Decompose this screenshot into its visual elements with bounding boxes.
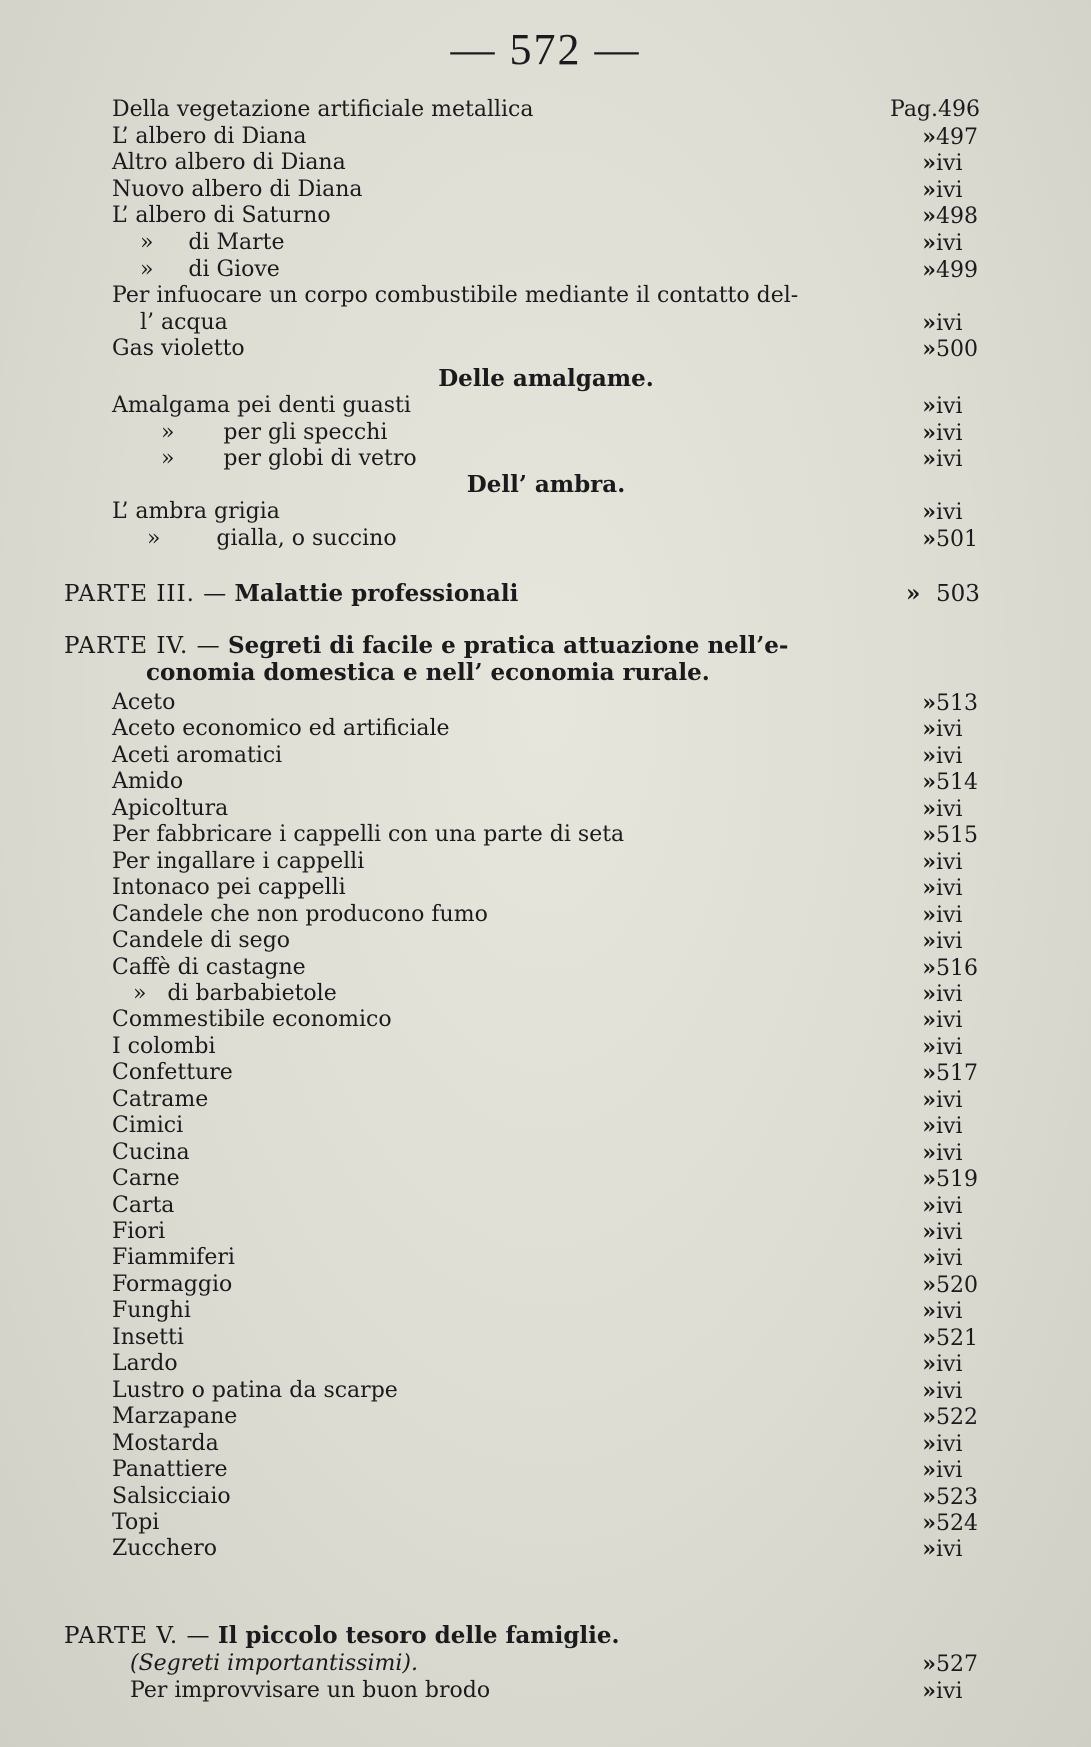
entry-page-ref — [906, 335, 980, 364]
section-heading: Delle amalgame. — [438, 365, 654, 392]
entry-page-ref — [906, 1112, 980, 1141]
entry-page-number: 515 — [936, 823, 978, 849]
toc-entry — [112, 1456, 980, 1484]
ditto-mark: » — [906, 580, 921, 607]
toc-entry — [112, 335, 980, 363]
toc-entry — [112, 1324, 980, 1352]
entry-page-number: ivi — [936, 929, 963, 955]
toc-entry — [112, 176, 980, 204]
entry-title: » di Marte — [112, 230, 285, 255]
entry-title: Per infuocare un corpo combustibile mediante il contatto del- — [112, 283, 799, 309]
entry-page-number: 519 — [936, 1167, 978, 1193]
entry-title: Amalgama pei denti guasti — [112, 393, 411, 418]
part-heading — [64, 580, 980, 608]
ditto-mark: » — [922, 446, 936, 473]
ditto-mark: » — [922, 901, 936, 928]
toc-entry — [112, 1297, 980, 1325]
entry-page-number: 521 — [936, 1325, 978, 1351]
entry-page-ref — [906, 927, 980, 956]
entry-title: Lustro o patina da scarpe — [112, 1377, 398, 1403]
entry-page-number: ivi — [936, 1220, 963, 1245]
entry-page-ref — [906, 980, 980, 1009]
ditto-mark: » — [922, 928, 936, 955]
entry-page-ref — [906, 1430, 980, 1459]
entry-page-number: 503 — [936, 581, 980, 607]
ditto-mark: » — [922, 822, 936, 849]
ditto-mark: » — [922, 336, 936, 363]
entry-page-number: 516 — [936, 955, 978, 981]
ditto-mark: » — [922, 1509, 936, 1536]
ditto-mark: » — [922, 1298, 936, 1325]
toc-entry — [112, 202, 980, 230]
part-number: PARTE V. — — [64, 1623, 211, 1649]
entry-page-ref — [906, 901, 980, 930]
entry-page-ref — [906, 1403, 980, 1432]
part-heading — [64, 1622, 980, 1650]
entry-title: » per globi di vetro — [112, 446, 417, 472]
part-number: PARTE IV. — — [64, 633, 221, 659]
ditto-mark: » — [922, 1139, 936, 1166]
ditto-mark: » — [922, 1536, 936, 1563]
entry-title: Fiammiferi — [112, 1245, 235, 1271]
ditto-mark: » — [922, 419, 936, 446]
ditto-mark: » — [922, 230, 936, 256]
ditto-mark: » — [922, 1192, 936, 1219]
entry-page-ref — [906, 821, 980, 850]
entry-page-ref — [860, 96, 980, 124]
entry-title: Panattiere — [112, 1457, 228, 1483]
entry-page-number: ivi — [936, 796, 963, 822]
ditto-mark: » — [922, 1324, 936, 1351]
part-heading — [64, 632, 980, 660]
entry-title: Carne — [112, 1166, 180, 1192]
entry-page-ref — [906, 123, 980, 152]
entry-page-number: ivi — [936, 1008, 963, 1034]
entry-title: Zucchero — [112, 1536, 218, 1562]
entry-page-number: ivi — [936, 1140, 963, 1166]
entry-page-number: ivi — [936, 849, 963, 875]
entry-title: » gialla, o succino — [112, 525, 397, 551]
entry-page-ref — [906, 1139, 980, 1168]
entry-page-ref — [906, 1244, 980, 1273]
entry-page-number: ivi — [936, 1679, 963, 1704]
entry-page-number: ivi — [936, 1193, 963, 1219]
toc-entry — [112, 498, 980, 526]
entry-page-number: ivi — [936, 1431, 963, 1457]
entry-title: Insetti — [112, 1324, 184, 1350]
ditto-mark: » — [922, 795, 936, 822]
part-title-continued: conomia domestica e nell’ economia rurale. — [146, 659, 710, 686]
entry-page-ref — [906, 689, 980, 718]
toc-entry — [112, 1086, 980, 1114]
entry-page-number: 514 — [936, 770, 978, 796]
entry-page-number: ivi — [936, 1087, 963, 1113]
toc-entry — [112, 149, 980, 177]
ditto-mark: » — [922, 1271, 936, 1298]
toc-entry — [112, 1006, 980, 1034]
toc-entry — [112, 123, 980, 151]
toc-entry — [112, 1483, 980, 1511]
ditto-mark: » — [922, 690, 936, 716]
entry-page-number: 513 — [936, 691, 978, 716]
entry-page-ref — [906, 1006, 980, 1035]
entry-page-ref — [906, 176, 980, 205]
entry-title: Salsicciaio — [112, 1483, 231, 1509]
entry-page-ref — [906, 498, 980, 527]
entry-page-ref — [906, 525, 980, 554]
entry-title: Intonaco pei cappelli — [112, 875, 346, 901]
toc-entry — [112, 309, 980, 337]
entry-page-ref — [906, 1086, 980, 1115]
entry-page-number: ivi — [936, 876, 963, 902]
entry-title: Cimici — [112, 1113, 184, 1139]
ditto-mark: » — [922, 954, 936, 981]
toc-entry — [112, 954, 980, 982]
entry-page-number: 500 — [936, 337, 978, 363]
ditto-mark: » — [922, 1351, 936, 1378]
ditto-mark: » — [922, 393, 936, 419]
entry-page-ref — [906, 1192, 980, 1221]
toc-entry — [112, 392, 980, 420]
toc-entry — [130, 1650, 980, 1678]
entry-page-ref — [906, 1483, 980, 1512]
entry-page-number: ivi — [936, 1378, 963, 1404]
entry-page-number: 498 — [936, 204, 978, 230]
entry-page-number: ivi — [936, 1352, 963, 1378]
entry-title: Mostarda — [112, 1430, 219, 1456]
entry-page-number: ivi — [936, 743, 963, 769]
entry-page-ref — [906, 1218, 980, 1247]
entry-page-ref — [906, 1535, 980, 1564]
entry-page-number: ivi — [936, 1299, 963, 1325]
entry-title: Catrame — [112, 1086, 209, 1112]
ditto-mark: » — [922, 716, 936, 743]
entry-title: Carta — [112, 1192, 175, 1218]
entry-title: Altro albero di Diana — [112, 150, 346, 176]
toc-entry — [112, 445, 980, 473]
entry-page-ref — [906, 1677, 980, 1706]
section-heading: Dell’ ambra. — [466, 471, 626, 498]
ditto-mark: » — [922, 848, 936, 875]
entry-page-ref — [906, 1350, 980, 1379]
toc-entry — [112, 901, 980, 929]
toc-entry — [112, 742, 980, 770]
entry-page-ref — [906, 954, 980, 983]
toc-entry — [112, 1165, 980, 1193]
part-title: Malattie professionali — [234, 580, 519, 607]
entry-page-ref — [906, 229, 980, 258]
entry-page-ref — [906, 309, 980, 338]
entry-page-number: ivi — [936, 902, 963, 928]
ditto-mark: » — [922, 1113, 936, 1140]
ditto-mark: » — [922, 309, 936, 336]
ditto-mark: » — [922, 1651, 936, 1677]
entry-page-number: ivi — [936, 177, 963, 203]
entry-title: Cucina — [112, 1139, 190, 1165]
entry-title: Gas violetto — [112, 336, 245, 362]
entry-page-number: ivi — [936, 1114, 963, 1140]
toc-entry — [112, 1218, 980, 1246]
ditto-mark: » — [922, 525, 936, 552]
part-title: Segreti di facile e pratica attuazione nell’e- — [227, 632, 789, 659]
entry-title: I colombi — [112, 1033, 216, 1059]
ditto-mark: » — [922, 150, 936, 177]
entry-page-number: ivi — [936, 1246, 963, 1272]
toc-entry — [112, 1430, 980, 1458]
toc-entry — [112, 715, 980, 743]
entry-title: L’ ambra grigia — [112, 499, 280, 524]
entry-page-number: ivi — [936, 1458, 963, 1484]
entry-page-number: 524 — [936, 1510, 978, 1536]
entry-title: l’ acqua — [112, 309, 228, 335]
toc-entry — [112, 874, 980, 902]
toc-entry — [112, 927, 980, 955]
ditto-mark: » — [922, 1245, 936, 1272]
entry-page-number: Pag.496 — [890, 97, 980, 122]
entry-page-number: ivi — [936, 500, 963, 525]
entry-title: » di barbabietole — [112, 980, 337, 1006]
toc-entry — [112, 229, 980, 257]
ditto-mark: » — [922, 499, 936, 525]
entry-title: Formaggio — [112, 1271, 233, 1297]
entry-title: » di Giove — [112, 256, 280, 282]
entry-title: Topi — [112, 1509, 160, 1535]
toc-entry — [112, 1271, 980, 1299]
entry-page-number: ivi — [936, 1034, 963, 1060]
toc-entry — [112, 980, 980, 1008]
entry-title: Candele di sego — [112, 928, 291, 954]
entry-page-ref — [906, 742, 980, 771]
toc-entry — [112, 1112, 980, 1140]
toc-entry — [112, 256, 980, 284]
entry-page-ref — [906, 1059, 980, 1088]
entry-page-ref — [906, 256, 980, 285]
entry-title: Amido — [112, 769, 184, 795]
entry-title: Per ingallare i cappelli — [112, 848, 365, 874]
entry-title: Apicoltura — [112, 795, 229, 821]
entry-page-ref — [906, 1509, 980, 1538]
toc-entry — [112, 848, 980, 876]
entry-page-number: ivi — [936, 447, 963, 473]
entry-title: Funghi — [112, 1298, 191, 1324]
entry-page-ref — [906, 715, 980, 744]
entry-page-number: 517 — [936, 1061, 978, 1087]
entry-title: Commestibile economico — [112, 1007, 392, 1033]
ditto-mark: » — [922, 203, 936, 230]
entry-page-number: 497 — [936, 124, 978, 150]
entry-page-ref — [906, 848, 980, 877]
toc-entry — [112, 821, 980, 849]
ditto-mark: » — [922, 1166, 936, 1193]
entry-title: Per improvvisare un buon brodo — [130, 1678, 491, 1703]
entry-page-ref — [906, 282, 980, 310]
ditto-mark: » — [922, 1033, 936, 1060]
entry-page-number: 523 — [936, 1484, 978, 1510]
entry-page-ref — [906, 1033, 980, 1062]
entry-page-number: ivi — [936, 1537, 963, 1563]
part-title: Il piccolo tesoro delle famiglie. — [217, 1622, 620, 1649]
entry-title: Lardo — [112, 1351, 178, 1377]
part-number: PARTE III. — — [64, 581, 228, 607]
page-number: — 572 — — [450, 25, 641, 74]
entry-title: Della vegetazione artificiale metallica — [112, 97, 534, 122]
ditto-mark: » — [922, 1404, 936, 1431]
entry-page-number: 522 — [936, 1405, 978, 1431]
entry-page-ref — [906, 1650, 980, 1679]
toc-entry — [112, 96, 980, 124]
toc-entry — [112, 795, 980, 823]
entry-title: Caffè di castagne — [112, 954, 306, 980]
entry-page-ref — [906, 1271, 980, 1300]
entry-page-ref — [906, 202, 980, 231]
ditto-mark: » — [922, 176, 936, 203]
entry-page-ref — [906, 419, 980, 448]
entry-page-number: 520 — [936, 1272, 978, 1298]
ditto-mark: » — [922, 1678, 936, 1704]
ditto-mark: » — [922, 875, 936, 902]
ditto-mark: » — [922, 1457, 936, 1484]
entry-page-number: ivi — [936, 717, 963, 743]
ditto-mark: » — [922, 1060, 936, 1087]
entry-title: (Segreti importantissimi). — [130, 1651, 418, 1676]
entry-page-number: ivi — [936, 981, 963, 1007]
entry-title: Aceto economico ed artificiale — [112, 716, 450, 742]
entry-title: Aceto — [112, 690, 176, 715]
toc-entry — [112, 768, 980, 796]
entry-page-ref — [906, 1297, 980, 1326]
ditto-mark: » — [922, 1430, 936, 1457]
ditto-mark: » — [922, 1483, 936, 1510]
entry-title: Marzapane — [112, 1404, 238, 1430]
toc-entry — [112, 1139, 980, 1167]
toc-entry — [112, 282, 980, 310]
toc-entry — [112, 1535, 980, 1563]
toc-entry — [112, 1059, 980, 1087]
toc-entry — [112, 689, 980, 717]
entry-page-ref — [906, 795, 980, 824]
toc-entry — [112, 419, 980, 447]
entry-page-ref — [906, 1456, 980, 1485]
entry-title: Per fabbricare i cappelli con una parte di seta — [112, 822, 625, 848]
entry-page-ref — [906, 149, 980, 178]
toc-entry — [112, 1403, 980, 1431]
entry-page-ref — [906, 580, 980, 608]
entry-page-number: ivi — [936, 394, 963, 419]
toc-entry — [112, 1509, 980, 1537]
entry-page-number: ivi — [936, 231, 963, 256]
entry-page-ref — [906, 1165, 980, 1194]
toc-entry — [112, 1033, 980, 1061]
toc-entry — [130, 1677, 980, 1705]
ditto-mark: » — [922, 769, 936, 796]
entry-title: Candele che non producono fumo — [112, 901, 488, 927]
toc-entry — [112, 525, 980, 553]
entry-title: Aceti aromatici — [112, 742, 283, 768]
entry-page-ref — [906, 1324, 980, 1353]
ditto-mark: » — [922, 1219, 936, 1245]
toc-entry — [112, 1244, 980, 1272]
ditto-mark: » — [922, 123, 936, 150]
entry-page-ref — [906, 768, 980, 797]
entry-title: Confetture — [112, 1060, 233, 1086]
entry-page-number: ivi — [936, 151, 963, 177]
ditto-mark: » — [922, 1086, 936, 1113]
entry-title: » per gli specchi — [112, 419, 388, 445]
entry-page-number: ivi — [936, 310, 963, 336]
entry-page-ref — [906, 1377, 980, 1406]
entry-title: L’ albero di Diana — [112, 123, 307, 149]
ditto-mark: » — [922, 256, 936, 283]
entry-page-ref — [906, 874, 980, 903]
entry-page-number: 499 — [936, 257, 978, 283]
ditto-mark: » — [922, 1007, 936, 1034]
toc-entry — [112, 1192, 980, 1220]
entry-title: L’ albero di Saturno — [112, 203, 331, 229]
ditto-mark: » — [922, 980, 936, 1007]
toc-entry — [112, 1350, 980, 1378]
entry-title: Fiori — [112, 1219, 166, 1244]
entry-page-ref — [906, 392, 980, 421]
entry-page-number: 527 — [936, 1652, 978, 1677]
entry-page-number: ivi — [936, 420, 963, 446]
entry-title: Nuovo albero di Diana — [112, 176, 363, 202]
entry-page-ref — [906, 445, 980, 474]
ditto-mark: » — [922, 742, 936, 769]
entry-page-number: 501 — [936, 526, 978, 552]
toc-entry — [112, 1377, 980, 1405]
ditto-mark: » — [922, 1377, 936, 1404]
